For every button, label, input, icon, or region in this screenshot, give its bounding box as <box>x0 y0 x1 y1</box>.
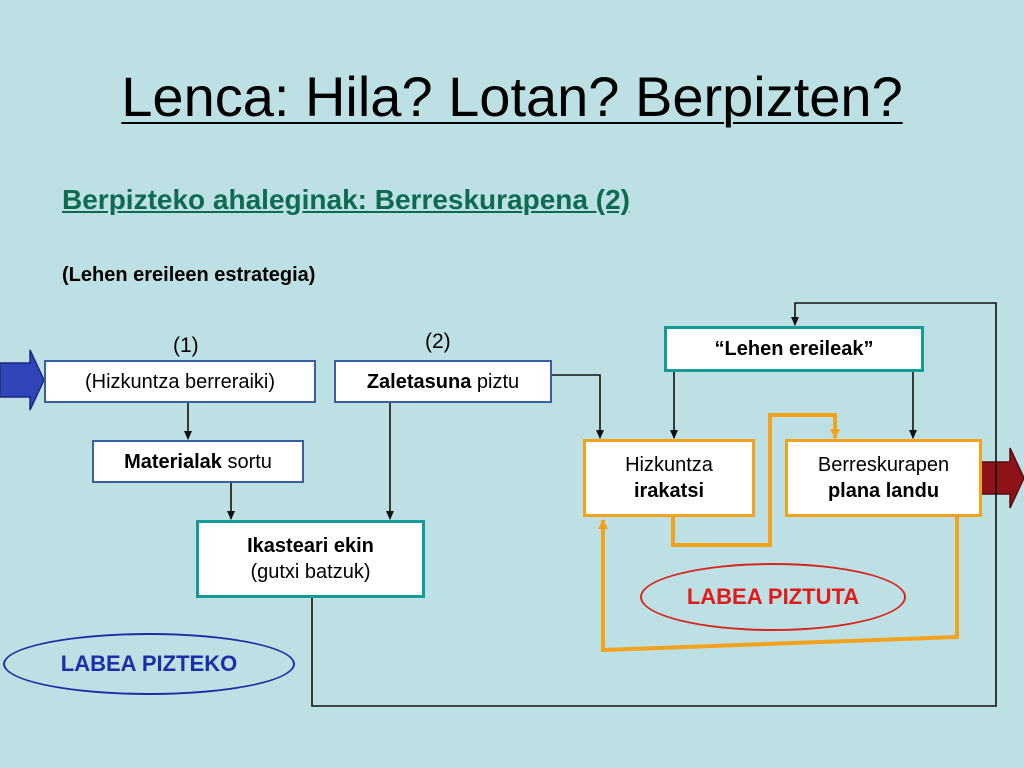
step-label-2: (2) <box>425 330 451 353</box>
box-hizkuntza-irakatsi <box>583 439 755 517</box>
box-materialak <box>92 440 304 483</box>
box-materialak-rest: sortu <box>221 450 272 473</box>
box-lehen-ereileak <box>664 326 924 372</box>
box-hizkuntza-irakatsi-line2: irakatsi <box>633 480 705 502</box>
oval-labea-pizteko-text: LABEA PIZTEKO <box>60 651 238 676</box>
box-ikasteari <box>196 520 425 598</box>
box-zaletasuna-rest: piztu <box>471 370 520 393</box>
box-hizkuntza-berreraiki-text: (Hizkuntza berreraiki) <box>84 370 276 393</box>
slide-subtitle: Berpizteko ahaleginak: Berreskurapena (2) <box>62 184 630 215</box>
input-arrow <box>0 350 44 410</box>
box-hizkuntza-berreraiki <box>44 360 316 403</box>
slide-title: Lenca: Hila? Lotan? Berpizten? <box>121 65 903 128</box>
box-berreskurapen <box>785 439 982 517</box>
box-berreskurapen-line2: plana landu <box>827 480 940 502</box>
box-berreskurapen-line1: Berreskurapen <box>817 454 950 476</box>
box-zaletasuna <box>334 360 552 403</box>
box-hizkuntza-irakatsi-line1: Hizkuntza <box>625 454 713 476</box>
box-lehen-ereileak-text: “Lehen ereileak” <box>714 338 874 360</box>
box-ikasteari-line1: Ikasteari ekin <box>247 535 374 557</box>
oval-labea-piztuta <box>640 563 906 631</box>
strategy-note: (Lehen ereileen estrategia) <box>62 264 316 286</box>
box-zaletasuna-bold: Zaletasuna <box>366 370 472 393</box>
box-materialak-bold: Materialak <box>124 450 222 473</box>
output-arrow <box>980 448 1024 508</box>
arrow-zaletasuna-irakatsi <box>552 375 600 438</box>
oval-labea-pizteko <box>3 633 295 695</box>
step-label-1: (1) <box>173 334 199 357</box>
box-ikasteari-line2: (gutxi batzuk) <box>250 561 371 583</box>
oval-labea-piztuta-text: LABEA PIZTUTA <box>686 584 860 609</box>
